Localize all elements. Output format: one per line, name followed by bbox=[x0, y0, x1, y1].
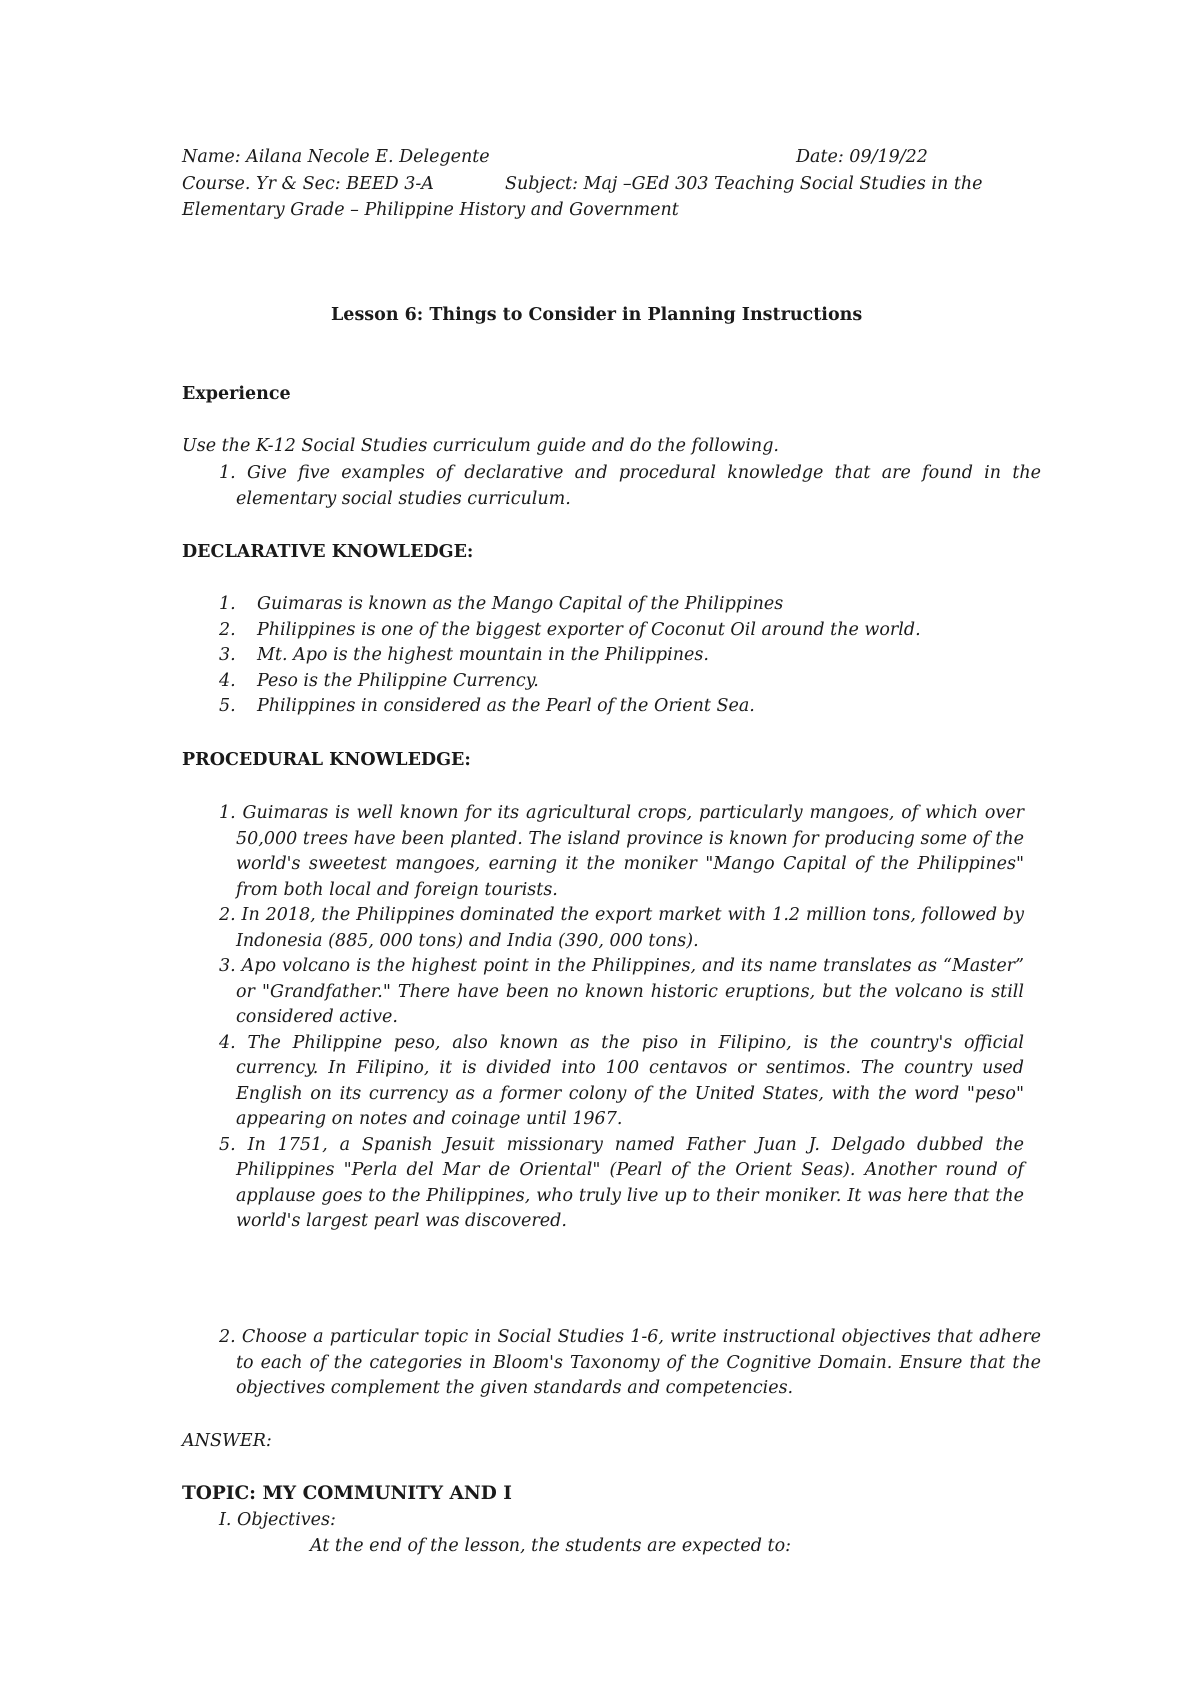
objectives-intro: At the end of the lesson, the students are expected to: bbox=[310, 1536, 792, 1556]
task-2: 2. Choose a particular topic in Social Studies 1-6, write instructional objectives that adhere to each of the categories in Bloom's Taxonomy of the Cognitive Domain. Ensure that the objectives complement the given standards and competencies. bbox=[219, 1327, 1041, 1398]
declarative-heading: DECLARATIVE KNOWLEDGE: bbox=[182, 542, 474, 562]
list-item: 3. Mt. Apo is the highest mountain in the Philippines. bbox=[219, 645, 709, 665]
list-item: 2. In 2018, the Philippines dominated the export market with 1.2 million tons, followed by Indonesia (885, 000 tons) and India (390, 000 tons). bbox=[219, 905, 1024, 951]
subject: Subject: Maj –GEd 303 Teaching Social Studies in the bbox=[505, 174, 983, 194]
list-item: 3. Apo volcano is the highest point in the Philippines, and its name translates as “Master” or "Grandfather." There have been no known historic eruptions, but the volcano is still considered active. bbox=[219, 956, 1024, 1027]
list-item: 2. Philippines is one of the biggest exporter of Coconut Oil around the world. bbox=[219, 619, 921, 640]
answer-label: ANSWER: bbox=[182, 1431, 272, 1451]
procedural-heading: PROCEDURAL KNOWLEDGE: bbox=[182, 750, 471, 770]
experience-heading: Experience bbox=[182, 384, 291, 404]
experience-intro: Use the K-12 Social Studies curriculum guide and do the following. bbox=[182, 436, 779, 456]
objectives-label: I. Objectives: bbox=[219, 1510, 336, 1530]
list-item: 4. Peso is the Philippine Currency. bbox=[219, 670, 539, 691]
list-item: 5. In 1751, a Spanish Jesuit missionary named Father Juan J. Delgado dubbed the Philippines "Perla del Mar de Oriental" (Pearl of the Orient Seas). Another round of applause goes to the Philippines, who truly live up to their moniker. It was here that the world's largest pearl was discovered. bbox=[219, 1134, 1024, 1231]
list-item: 5. Philippines in considered as the Pearl of the Orient Sea. bbox=[219, 696, 755, 716]
procedural-list bbox=[219, 801, 1024, 1235]
declarative-list bbox=[219, 592, 1019, 720]
date: Date: 09/19/22 bbox=[796, 147, 928, 167]
list-item: 1. Guimaras is known as the Mango Capital of the Philippines bbox=[219, 594, 784, 614]
subject-continued: Elementary Grade – Philippine History and Government bbox=[182, 200, 679, 220]
lesson-title: Lesson 6: Things to Consider in Planning Instructions bbox=[331, 305, 863, 325]
student-name: Name: Ailana Necole E. Delegente bbox=[182, 147, 490, 167]
task-1: 1. Give five examples of declarative and procedural knowledge that are found in the elementary social studies curriculum. bbox=[219, 463, 1041, 509]
list-item: 1. Guimaras is well known for its agricultural crops, particularly mangoes, of which over 50,000 trees have been planted. The island province is known for producing some of the world's sweetest mangoes, earning it the moniker "Mango Capital of the Philippines" from both local and foreign tourists. bbox=[219, 803, 1024, 900]
course-section: Course. Yr & Sec: BEED 3-A bbox=[182, 174, 434, 194]
topic-heading: TOPIC: MY COMMUNITY AND I bbox=[182, 1483, 512, 1504]
list-item: 4. The Philippine peso, also known as the piso in Filipino, is the country's official currency. In Filipino, it is divided into 100 centavos or sentimos. The country used English on its currency as a former colony of the United States, with the word "peso" appearing on notes and coinage until 1967. bbox=[219, 1032, 1024, 1129]
